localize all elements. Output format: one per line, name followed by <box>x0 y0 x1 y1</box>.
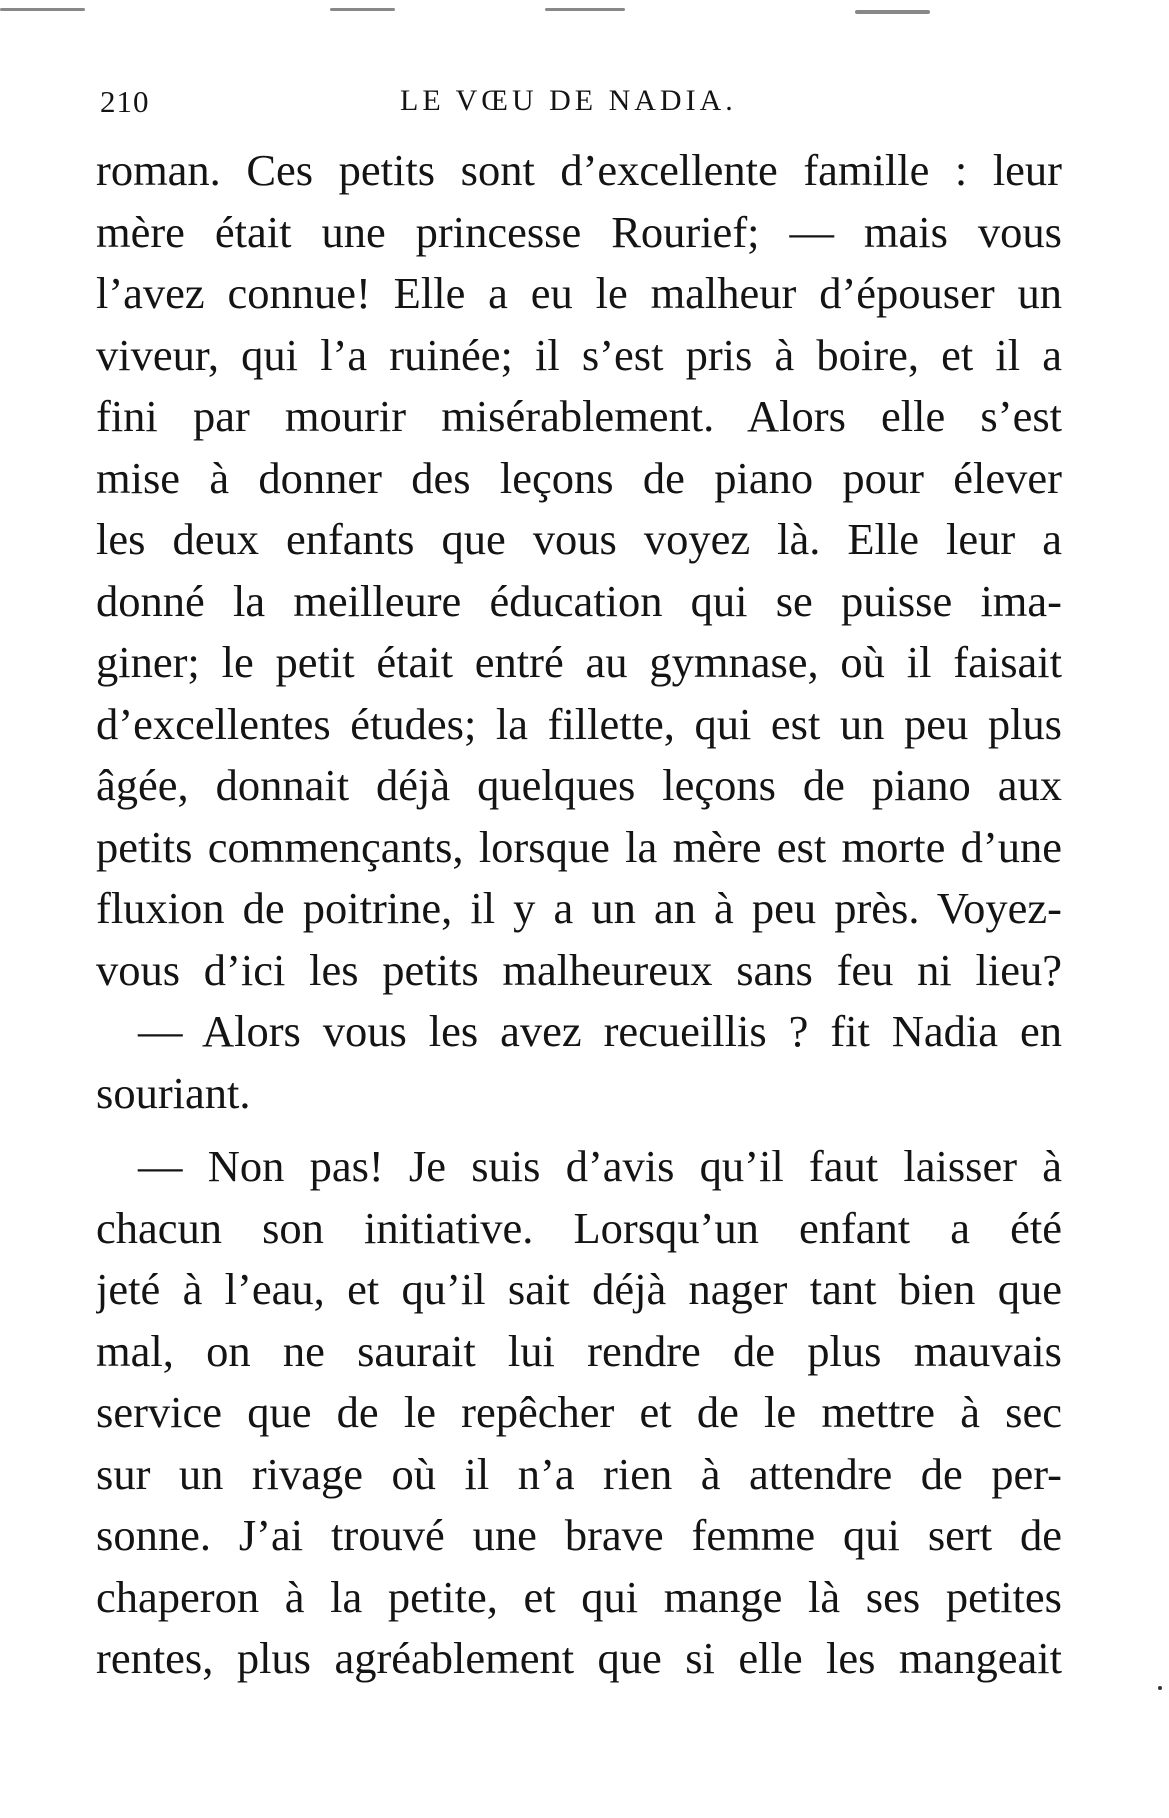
text-line: chacun son initiative. Lorsqu’un enfant a été <box>96 1202 1062 1253</box>
text-line: jeté à l’eau, et qu’il sait déjà nager tant bien que <box>96 1264 1062 1314</box>
text-line: l’avez connue! Elle a eu le malheur d’épouser un <box>96 268 1062 318</box>
text-line: âgée, donnait déjà quelques leçons de piano aux <box>96 760 1062 810</box>
text-line: fini par mourir misérablement. Alors elle s’est <box>96 391 1062 441</box>
text-line: mal, on ne saurait lui rendre de plus mauvais <box>96 1325 1062 1376</box>
running-title: LE VŒU DE NADIA. <box>400 84 737 117</box>
scan-mark <box>855 10 930 14</box>
text-line: sonne. J’ai trouvé une brave femme qui sert de <box>96 1510 1062 1560</box>
text-line: roman. Ces petits sont d’excellente famille : leur <box>96 145 1062 195</box>
running-header <box>100 84 1060 128</box>
text-line: les deux enfants que vous voyez là. Elle leur a <box>96 514 1062 564</box>
text-line: donné la meilleure éducation qui se puisse ima- <box>96 575 1062 626</box>
scan-speck <box>1158 1686 1162 1690</box>
text-line: rentes, plus agréablement que si elle les mangeait <box>96 1633 1062 1683</box>
paragraph-gap <box>96 1124 1062 1136</box>
text-line: — Alors vous les avez recueillis ? fit Nadia en <box>138 1006 1062 1056</box>
text-line: mise à donner des leçons de piano pour élever <box>96 452 1062 503</box>
text-line: souriant. <box>96 1067 251 1118</box>
text-line: — Non pas! Je suis d’avis qu’il faut laisser à <box>138 1141 1062 1191</box>
text-line: mère était une princesse Rourief; — mais vous <box>96 206 1062 257</box>
text-line: service que de le repêcher et de le mettre à sec <box>96 1387 1062 1437</box>
scan-mark <box>0 8 85 11</box>
text-line: petits commençants, lorsque la mère est morte d’une <box>96 821 1062 872</box>
text-line: d’excellentes études; la fillette, qui est un peu plus <box>96 698 1062 749</box>
page-body <box>96 140 1062 1690</box>
scan-mark <box>545 8 625 11</box>
text-line: vous d’ici les petits malheureux sans feu ni lieu? <box>96 944 1062 995</box>
text-line: sur un rivage où il n’a rien à attendre de per- <box>96 1448 1062 1499</box>
text-line: giner; le petit était entré au gymnase, où il faisait <box>96 637 1062 687</box>
scan-mark <box>330 8 395 11</box>
text-line: fluxion de poitrine, il y a un an à peu près. Voyez- <box>96 883 1062 933</box>
text-line: chaperon à la petite, et qui mange là ses petites <box>96 1571 1062 1622</box>
page-number: 210 <box>100 84 150 119</box>
text-line: viveur, qui l’a ruinée; il s’est pris à boire, et il a <box>96 329 1062 380</box>
